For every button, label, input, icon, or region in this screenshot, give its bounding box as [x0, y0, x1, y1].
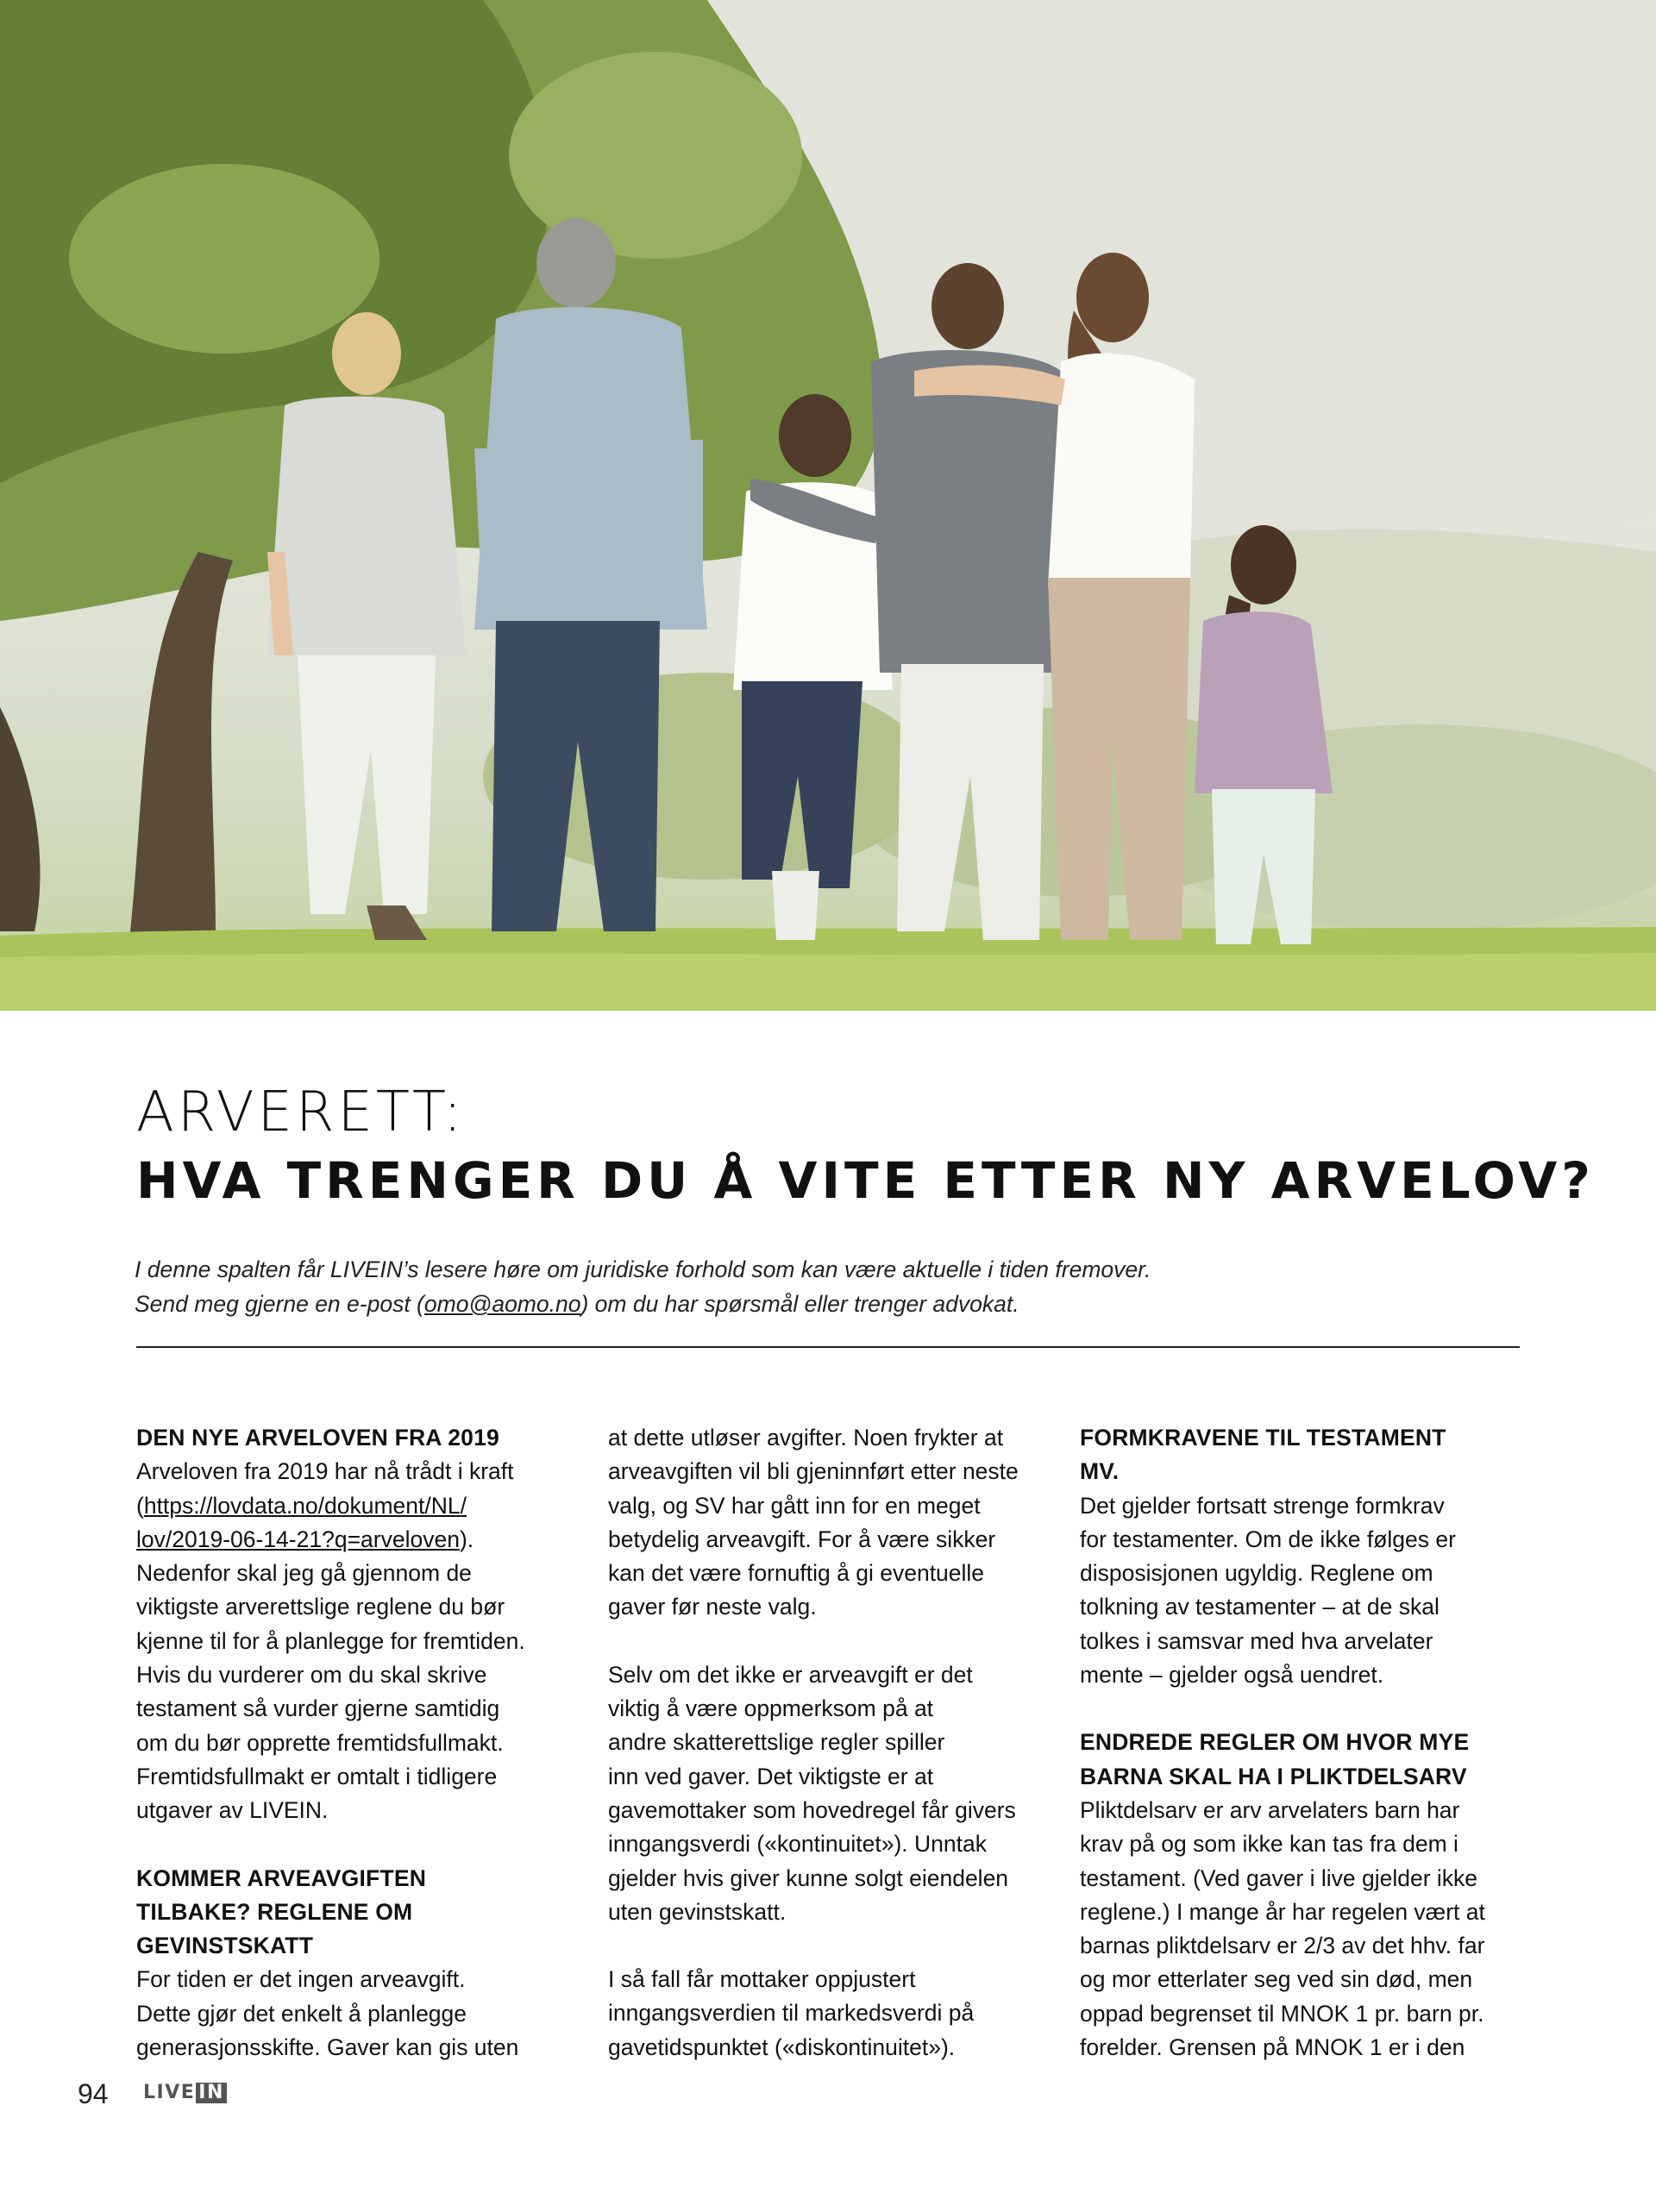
paragraph-line: testament. (Ved gaver i live gjelder ikke	[1080, 1864, 1478, 1891]
section-heading-forced-heirship-line1: ENDREDE REGLER OM HVOR MYE	[1080, 1729, 1470, 1756]
email-link[interactable]: omo@aomo.no	[423, 1291, 581, 1317]
paragraph-line: Nedenfor skal jeg gå gjennom de	[136, 1560, 472, 1587]
paragraph-line: inngangsverdien til markedsverdi på	[608, 2000, 975, 2027]
paragraph-line: at dette utløser avgifter. Noen frykter at	[608, 1425, 1004, 1451]
section-heading-tax-line2: TILBAKE? REGLENE OM	[136, 1898, 413, 1925]
logo-in-box: IN	[196, 2083, 227, 2103]
paragraph-line: disposisjonen ugyldig. Reglene om	[1080, 1560, 1433, 1587]
paragraph-line: For tiden er det ingen arveavgift.	[136, 1966, 466, 1993]
lovdata-link-part1[interactable]: https://lovdata.no/dokument/NL/	[143, 1492, 467, 1519]
paragraph-line: Det gjelder fortsatt strenge formkrav	[1080, 1492, 1445, 1519]
tree-highlight-left	[69, 164, 380, 354]
section-heading-tax-line3: GEVINSTSKATT	[136, 1933, 314, 1959]
paragraph-line: mente – gjelder også uendret.	[1080, 1662, 1384, 1689]
paragraph-line: gavetidspunktet («diskontinuitet»).	[608, 2033, 956, 2060]
livein-logo	[143, 2082, 227, 2104]
paren-open: (	[136, 1492, 144, 1519]
column-2	[608, 1421, 1039, 2065]
paragraph-line: viktigste arverettslige reglene du bør	[136, 1594, 505, 1620]
paragraph-line: krav på og som ikke kan tas fra dem i	[1080, 1831, 1458, 1858]
paragraph-line: andre skatterettslige regler spiller	[608, 1729, 945, 1756]
paragraph-line: gaver før neste valg.	[608, 1594, 817, 1620]
paragraph-line: Dette gjør det enkelt å planlegge	[136, 2000, 467, 2027]
paragraph-line: testament så vurder gjerne samtidig	[136, 1695, 500, 1722]
paragraph-line: gavemottaker som hovedregel får givers	[608, 1796, 1016, 1823]
intro-line-1: I denne spalten får LIVEIN’s lesere høre om juridiske forhold som kan være aktuelle i tiden fremover.	[135, 1256, 1151, 1282]
paragraph-line: I så fall får mottaker oppjustert	[608, 1966, 916, 1993]
paragraph-line: viktig å være oppmerksom på at	[608, 1695, 934, 1722]
page-number: 94	[78, 2078, 109, 2109]
paragraph-line: generasjonsskifte. Gaver kan gis uten	[136, 2034, 519, 2061]
paragraph-line: tolkes i samsvar med hva arvelater	[1080, 1627, 1433, 1654]
divider-rule	[136, 1346, 1520, 1348]
section-heading-new-law: DEN NYE ARVELOVEN FRA 2019	[136, 1425, 499, 1451]
paragraph-line: arveavgiften vil bli gjeninnført etter neste	[608, 1458, 1019, 1485]
paragraph-line: for testamenter. Om de ikke følges er	[1080, 1526, 1456, 1552]
intro-line-2	[135, 1287, 1480, 1321]
paren-close: ).	[459, 1526, 474, 1552]
paragraph-line: forelder. Grensen på MNOK 1 er i den	[1080, 2034, 1465, 2061]
section-heading-tax-line1: KOMMER ARVEAVGIFTEN	[136, 1864, 427, 1891]
paragraph-line: gjelder hvis giver kunne solgt eiendelen	[608, 1864, 1009, 1891]
intro-line-2a: Send meg gjerne en e-post (	[135, 1291, 424, 1317]
paragraph-line: inngangsverdi («kontinuitet»). Unntak	[608, 1831, 987, 1858]
paragraph-line: oppad begrenset til MNOK 1 pr. barn pr.	[1080, 2000, 1484, 2027]
paragraph-line: betydelig arveavgift. For å være sikker	[608, 1526, 996, 1552]
paragraph-line: kjenne til for å planlegge for fremtiden.	[136, 1627, 525, 1654]
headline-category: ARVERETT:	[136, 1081, 466, 1144]
logo-live: LIVE	[143, 2082, 196, 2103]
paragraph-line: inn ved gaver. Det viktigste er at	[608, 1763, 934, 1789]
paragraph-line: barnas pliktdelsarv er 2/3 av det hhv. far	[1080, 1933, 1485, 1959]
paragraph-line	[136, 1523, 568, 1557]
section-heading-formal-line1: FORMKRAVENE TIL TESTAMENT	[1080, 1425, 1446, 1451]
column-3	[1080, 1421, 1511, 2065]
intro-line-2b: ) om du har spørsmål eller trenger advokat.	[580, 1291, 1019, 1317]
tree-trunk	[129, 552, 233, 940]
paragraph-line: kan det være fornuftig å gi eventuelle	[608, 1560, 985, 1587]
paragraph-line: reglene.) I mange år har regelen vært at	[1080, 1898, 1485, 1925]
paragraph-line: uten gevinstskatt.	[608, 1898, 787, 1925]
section-heading-forced-heirship-line2: BARNA SKAL HA I PLIKTDELSARV	[1080, 1763, 1467, 1789]
paragraph-line: og mor etterlater seg ved sin død, men	[1080, 1966, 1473, 1993]
paragraph-line: Selv om det ikke er arveavgift er det	[608, 1661, 973, 1688]
grass-light	[0, 953, 1656, 1011]
headline-main: HVA TRENGER DU Å VITE ETTER NY ARVELOV?	[136, 1151, 1595, 1210]
paragraph-gap	[136, 1828, 568, 1862]
paragraph-gap	[1080, 1692, 1511, 1726]
paragraph-line: Arveloven fra 2019 har nå trådt i kraft	[136, 1458, 514, 1485]
tree-trunk-left	[0, 707, 40, 931]
paragraph-line: tolkning av testamenter – at de skal	[1080, 1594, 1440, 1620]
section-heading-formal-line2: MV.	[1080, 1458, 1120, 1485]
paragraph-line	[136, 1489, 568, 1523]
paragraph-gap	[608, 1929, 1039, 1963]
paragraph-line: om du bør opprette fremtidsfullmakt.	[136, 1729, 504, 1756]
column-1	[136, 1421, 568, 2065]
paragraph-line: Hvis du vurderer om du skal skrive	[136, 1662, 487, 1689]
paragraph-line: utgaver av LIVEIN.	[136, 1797, 329, 1824]
lovdata-link-part2[interactable]: lov/2019-06-14-21?q=arveloven	[136, 1526, 460, 1552]
family-walking-illustration	[0, 0, 1656, 1011]
paragraph-gap	[608, 1625, 1039, 1658]
paragraph-line: Fremtidsfullmakt er omtalt i tidligere	[136, 1763, 498, 1789]
intro-text	[135, 1252, 1480, 1321]
hero-photo	[0, 0, 1656, 1011]
paragraph-line: Pliktdelsarv er arv arvelaters barn har	[1080, 1796, 1460, 1823]
paragraph-line: valg, og SV har gått inn for en meget	[608, 1492, 981, 1519]
